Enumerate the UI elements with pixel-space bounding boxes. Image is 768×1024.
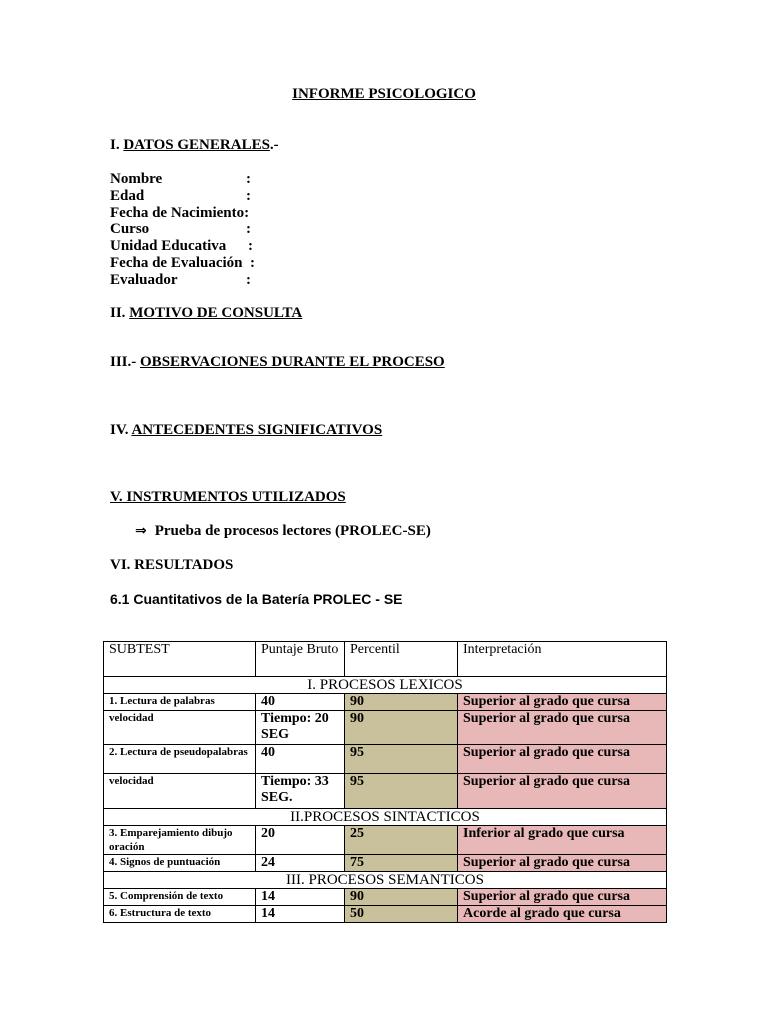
field-colon: : — [248, 238, 253, 255]
field-label: Fecha de Evaluación — [110, 254, 243, 271]
section-label: DATOS GENERALES — [123, 137, 270, 153]
group-label: II.PROCESOS SINTACTICOS — [104, 809, 667, 826]
field-fecha-nacimiento — [110, 205, 255, 222]
field-label: Edad — [110, 187, 145, 204]
section-number: I. — [110, 137, 120, 153]
cell-puntaje: 40 — [256, 745, 345, 774]
table-row — [104, 889, 667, 906]
cell-subtest: 5. Comprensión de texto — [104, 889, 256, 906]
field-evaluador — [110, 272, 255, 289]
cell-percentil: 90 — [345, 694, 458, 711]
cell-subtest-text: 2. Lectura de pseudopalabras — [109, 746, 248, 758]
section-number: II. — [110, 305, 126, 321]
section-datos-generales — [110, 137, 279, 154]
cell-puntaje: 24 — [256, 855, 345, 872]
table-row — [104, 711, 667, 745]
cell-percentil: 90 — [345, 889, 458, 906]
table-row — [104, 855, 667, 872]
cell-subtest: velocidad — [104, 711, 256, 745]
instrument-text: Prueba de procesos lectores (PROLEC-SE) — [154, 523, 431, 539]
field-label: Unidad Educativa — [110, 238, 227, 255]
cell-subtest: 1. Lectura de palabras — [104, 694, 256, 711]
field-edad — [110, 188, 255, 205]
section-resultados: VI. RESULTADOS — [110, 557, 234, 573]
cell-subtest: 4. Signos de puntuación — [104, 855, 256, 872]
table-row — [104, 826, 667, 855]
group-row-semanticos — [104, 872, 667, 889]
cell-subtest: velocidad — [104, 774, 256, 809]
cell-interpretacion: Superior al grado que cursa — [458, 774, 667, 809]
section-label: ANTECEDENTES SIGNIFICATIVOS — [131, 422, 383, 438]
section-label: INSTRUMENTOS UTILIZADOS — [122, 489, 346, 505]
cell-puntaje: 20 — [256, 826, 345, 855]
cell-percentil: 50 — [345, 906, 458, 923]
table-row — [104, 745, 667, 774]
section-antecedentes — [110, 422, 382, 439]
instrument-item — [135, 523, 431, 540]
group-row-sintacticos — [104, 809, 667, 826]
group-label: I. PROCESOS LEXICOS — [104, 677, 667, 694]
header-percentil: Percentil — [345, 642, 458, 677]
cell-puntaje: 14 — [256, 889, 345, 906]
cell-puntaje: 40 — [256, 694, 345, 711]
section-cuantitativos: 6.1 Cuantitativos de la Batería PROLEC - SE — [110, 591, 403, 607]
header-puntaje: Puntaje Bruto — [256, 642, 345, 677]
cell-interpretacion: Superior al grado que cursa — [458, 889, 667, 906]
cell-percentil: 75 — [345, 855, 458, 872]
cell-percentil: 95 — [345, 745, 458, 774]
field-colon: : — [246, 187, 251, 204]
field-nombre — [110, 171, 255, 188]
table-row — [104, 694, 667, 711]
cell-puntaje: Tiempo: 33 SEG. — [256, 774, 345, 809]
arrow-right-icon: ⇒ — [135, 523, 147, 539]
cell-subtest — [104, 745, 256, 774]
field-colon: : — [246, 171, 251, 187]
field-label: Curso — [110, 221, 150, 238]
section-number: III.- — [110, 354, 137, 370]
section-observaciones — [110, 354, 445, 371]
section-motivo-consulta — [110, 305, 302, 322]
field-colon: : — [246, 221, 251, 238]
field-colon: : — [246, 271, 251, 288]
field-colon: : — [250, 254, 255, 271]
cell-percentil: 25 — [345, 826, 458, 855]
cell-interpretacion: Acorde al grado que cursa — [458, 906, 667, 923]
cell-interpretacion: Inferior al grado que cursa — [458, 826, 667, 855]
field-label: Evaluador — [110, 271, 178, 288]
section-instrumentos — [110, 489, 346, 506]
cell-puntaje: 14 — [256, 906, 345, 923]
general-data-fields — [110, 171, 255, 289]
section-label: MOTIVO DE CONSULTA — [129, 305, 303, 321]
cell-percentil: 95 — [345, 774, 458, 809]
section-suffix: .- — [269, 137, 279, 153]
cell-interpretacion: Superior al grado que cursa — [458, 711, 667, 745]
group-row-lexicos — [104, 677, 667, 694]
group-label: III. PROCESOS SEMANTICOS — [104, 872, 667, 889]
field-fecha-evaluacion — [110, 255, 255, 272]
field-curso — [110, 221, 255, 238]
field-colon: : — [244, 204, 250, 221]
section-number: V. — [110, 489, 123, 505]
cell-interpretacion: Superior al grado que cursa — [458, 745, 667, 774]
table-row — [104, 906, 667, 923]
header-subtest: SUBTEST — [104, 642, 256, 677]
document-title: INFORME PSICOLOGICO — [292, 86, 476, 102]
cell-interpretacion: Superior al grado que cursa — [458, 855, 667, 872]
section-label: OBSERVACIONES DURANTE EL PROCESO — [140, 354, 445, 370]
cell-subtest: 6. Estructura de texto — [104, 906, 256, 923]
cell-subtest: 3. Emparejamiento dibujo oración — [104, 826, 256, 855]
results-table — [103, 641, 667, 923]
field-unidad-educativa — [110, 238, 255, 255]
cell-percentil: 90 — [345, 711, 458, 745]
field-label: Fecha de Nacimiento — [110, 204, 245, 221]
cell-interpretacion: Superior al grado que cursa — [458, 694, 667, 711]
section-number: IV. — [110, 422, 129, 438]
header-interpretacion: Interpretación — [458, 642, 667, 677]
table-row — [104, 774, 667, 809]
cell-puntaje: Tiempo: 20 SEG — [256, 711, 345, 745]
field-label: Nombre — [110, 171, 163, 187]
table-header-row — [104, 642, 667, 677]
